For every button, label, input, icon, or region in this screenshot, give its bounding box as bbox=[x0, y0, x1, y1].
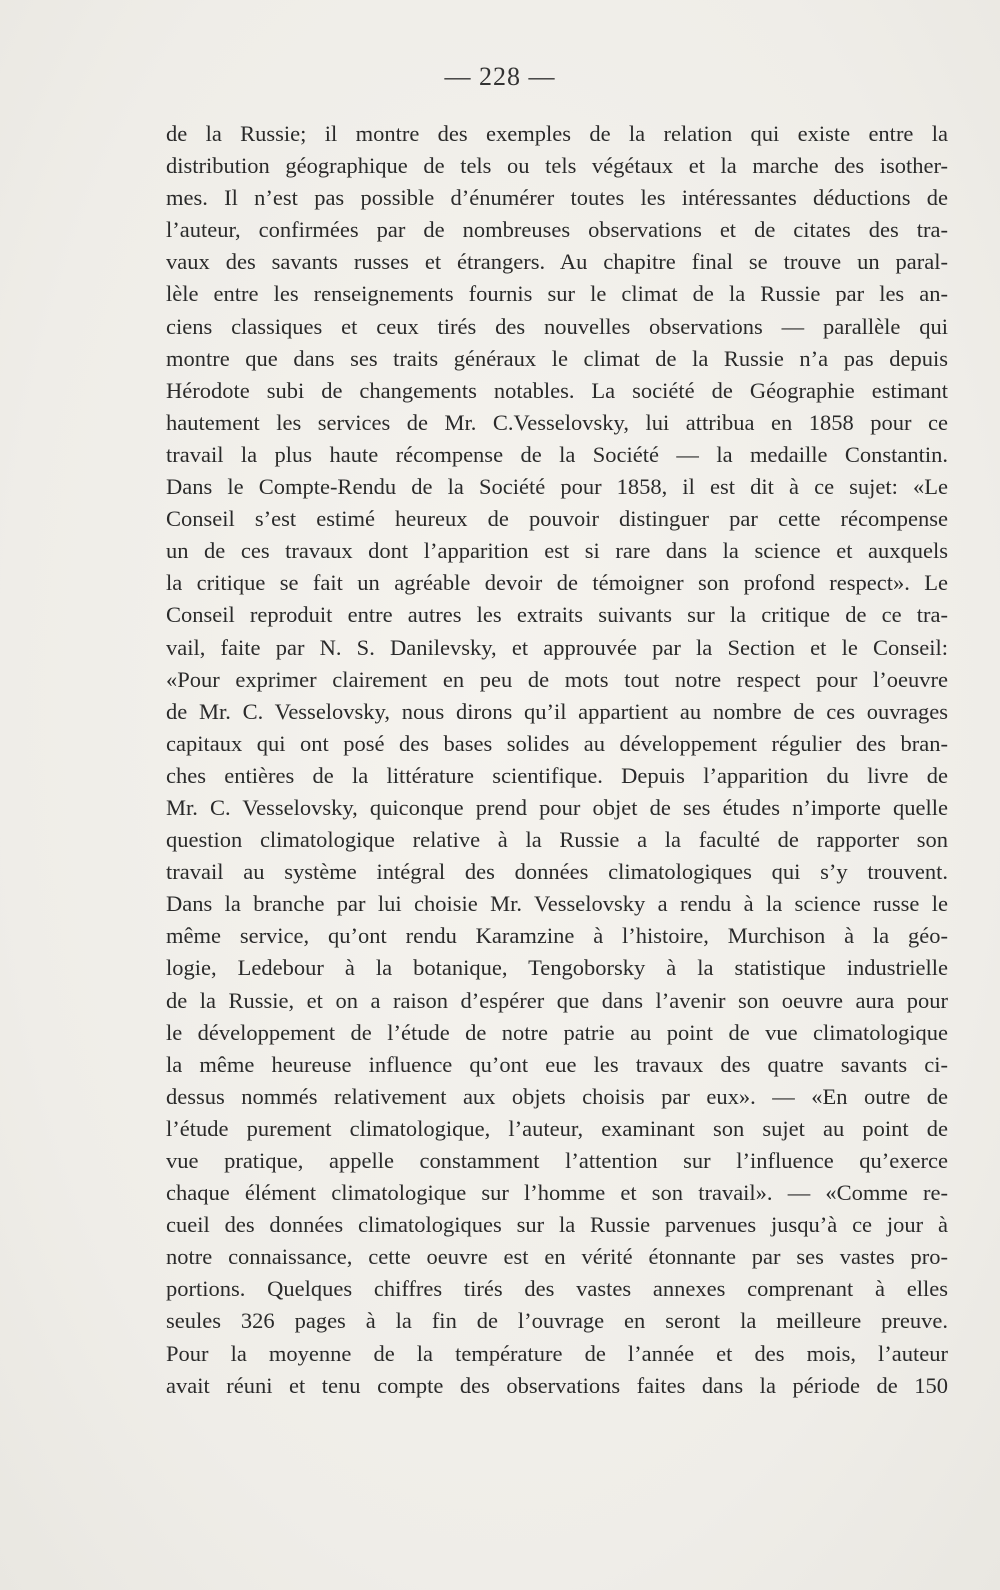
text-line: vue pratique, appelle constamment l’attention sur l’influence qu’exerce bbox=[166, 1148, 948, 1173]
text-line: «Pour exprimer clairement en peu de mots tout notre respect pour l’oeuvre bbox=[166, 666, 948, 692]
text-line: dessus nommés relativement aux objets choisis par eux». — «En outre de bbox=[166, 1083, 948, 1109]
text-line: montre que dans ses traits généraux le climat de la Russie n’a pas depuis bbox=[166, 345, 948, 371]
text-line: Conseil reproduit entre autres les extraits suivants sur la critique de ce tra- bbox=[166, 602, 948, 628]
text-line: Dans la branche par lui choisie Mr. Vesselovsky a rendu à la science russe le bbox=[166, 891, 948, 917]
text-line: Mr. C. Vesselovsky, quiconque prend pour objet de ses études n’importe quelle bbox=[166, 794, 948, 820]
text-line: un de ces travaux dont l’apparition est si rare dans la science et auxquels bbox=[166, 538, 948, 564]
text-line: cueil des données climatologiques sur la Russie parvenues jusqu’à ce jour à bbox=[166, 1212, 948, 1238]
text-line: vaux des savants russes et étrangers. Au chapitre final se trouve un paral- bbox=[166, 249, 948, 275]
text-line: mes. Il n’est pas possible d’énumérer toutes les intéressantes déductions de bbox=[166, 185, 948, 211]
text-line: l’auteur, confirmées par de nombreuses observations et de citates des tra- bbox=[166, 217, 948, 243]
text-line: avait réuni et tenu compte des observations faites dans la période de 150 bbox=[166, 1372, 948, 1398]
text-line: capitaux qui ont posé des bases solides au développement régulier des bran- bbox=[166, 730, 948, 756]
page-number: — 228 — bbox=[444, 62, 556, 91]
text-line: question climatologique relative à la Russie a la faculté de rapporter son bbox=[166, 827, 948, 853]
text-line: de Mr. C. Vesselovsky, nous dirons qu’il appartient au nombre de ces ouvrages bbox=[166, 698, 948, 724]
text-line: chaque élément climatologique sur l’homme et son travail». — «Comme re- bbox=[166, 1180, 948, 1206]
text-line: Conseil s’est estimé heureux de pouvoir distinguer par cette récompense bbox=[166, 506, 948, 532]
body-text bbox=[166, 118, 948, 1402]
text-line: travail la plus haute récompense de la Société — la medaille Constantin. bbox=[166, 441, 948, 467]
text-line: de la Russie, et on a raison d’espérer que dans l’avenir son oeuvre aura pour bbox=[166, 987, 948, 1013]
text-line: Pour la moyenne de la température de l’année et des mois, l’auteur bbox=[166, 1340, 948, 1366]
text-line: portions. Quelques chiffres tirés des vastes annexes comprenant à elles bbox=[166, 1276, 948, 1302]
text-line: notre connaissance, cette oeuvre est en vérité étonnante par ses vastes pro- bbox=[166, 1244, 948, 1270]
text-line: Dans le Compte-Rendu de la Société pour 1858, il est dit à ce sujet: «Le bbox=[166, 474, 948, 500]
text-line: hautement les services de Mr. C.Vesselovsky, lui attribua en 1858 pour ce bbox=[166, 409, 948, 435]
text-line: logie, Ledebour à la botanique, Tengoborsky à la statistique industrielle bbox=[166, 955, 948, 981]
text-line: l’étude purement climatologique, l’auteur, examinant son sujet au point de bbox=[166, 1115, 948, 1141]
text-line: travail au système intégral des données climatologiques qui s’y trouvent. bbox=[166, 859, 948, 885]
text-line: la même heureuse influence qu’ont eue les travaux des quatre savants ci- bbox=[166, 1051, 948, 1077]
text-line: distribution géographique de tels ou tels végétaux et la marche des isother- bbox=[166, 153, 948, 179]
text-line: même service, qu’ont rendu Karamzine à l’histoire, Murchison à la géo- bbox=[166, 923, 948, 949]
text-line: ciens classiques et ceux tirés des nouvelles observations — parallèle qui bbox=[166, 313, 948, 339]
text-line: ches entières de la littérature scientifique. Depuis l’apparition du livre de bbox=[166, 762, 948, 788]
text-line: seules 326 pages à la fin de l’ouvrage en seront la meilleure preuve. bbox=[166, 1308, 948, 1334]
text-line: Hérodote subi de changements notables. La société de Géographie estimant bbox=[166, 377, 948, 403]
text-line: de la Russie; il montre des exemples de la relation qui existe entre la bbox=[166, 121, 948, 146]
text-line: le développement de l’étude de notre patrie au point de vue climatologique bbox=[166, 1019, 948, 1045]
text-line: lèle entre les renseignements fournis sur le climat de la Russie par les an- bbox=[166, 281, 948, 307]
text-line: vail, faite par N. S. Danilevsky, et approuvée par la Section et le Conseil: bbox=[166, 634, 948, 660]
text-line: la critique se fait un agréable devoir de témoigner son profond respect». Le bbox=[166, 570, 948, 596]
